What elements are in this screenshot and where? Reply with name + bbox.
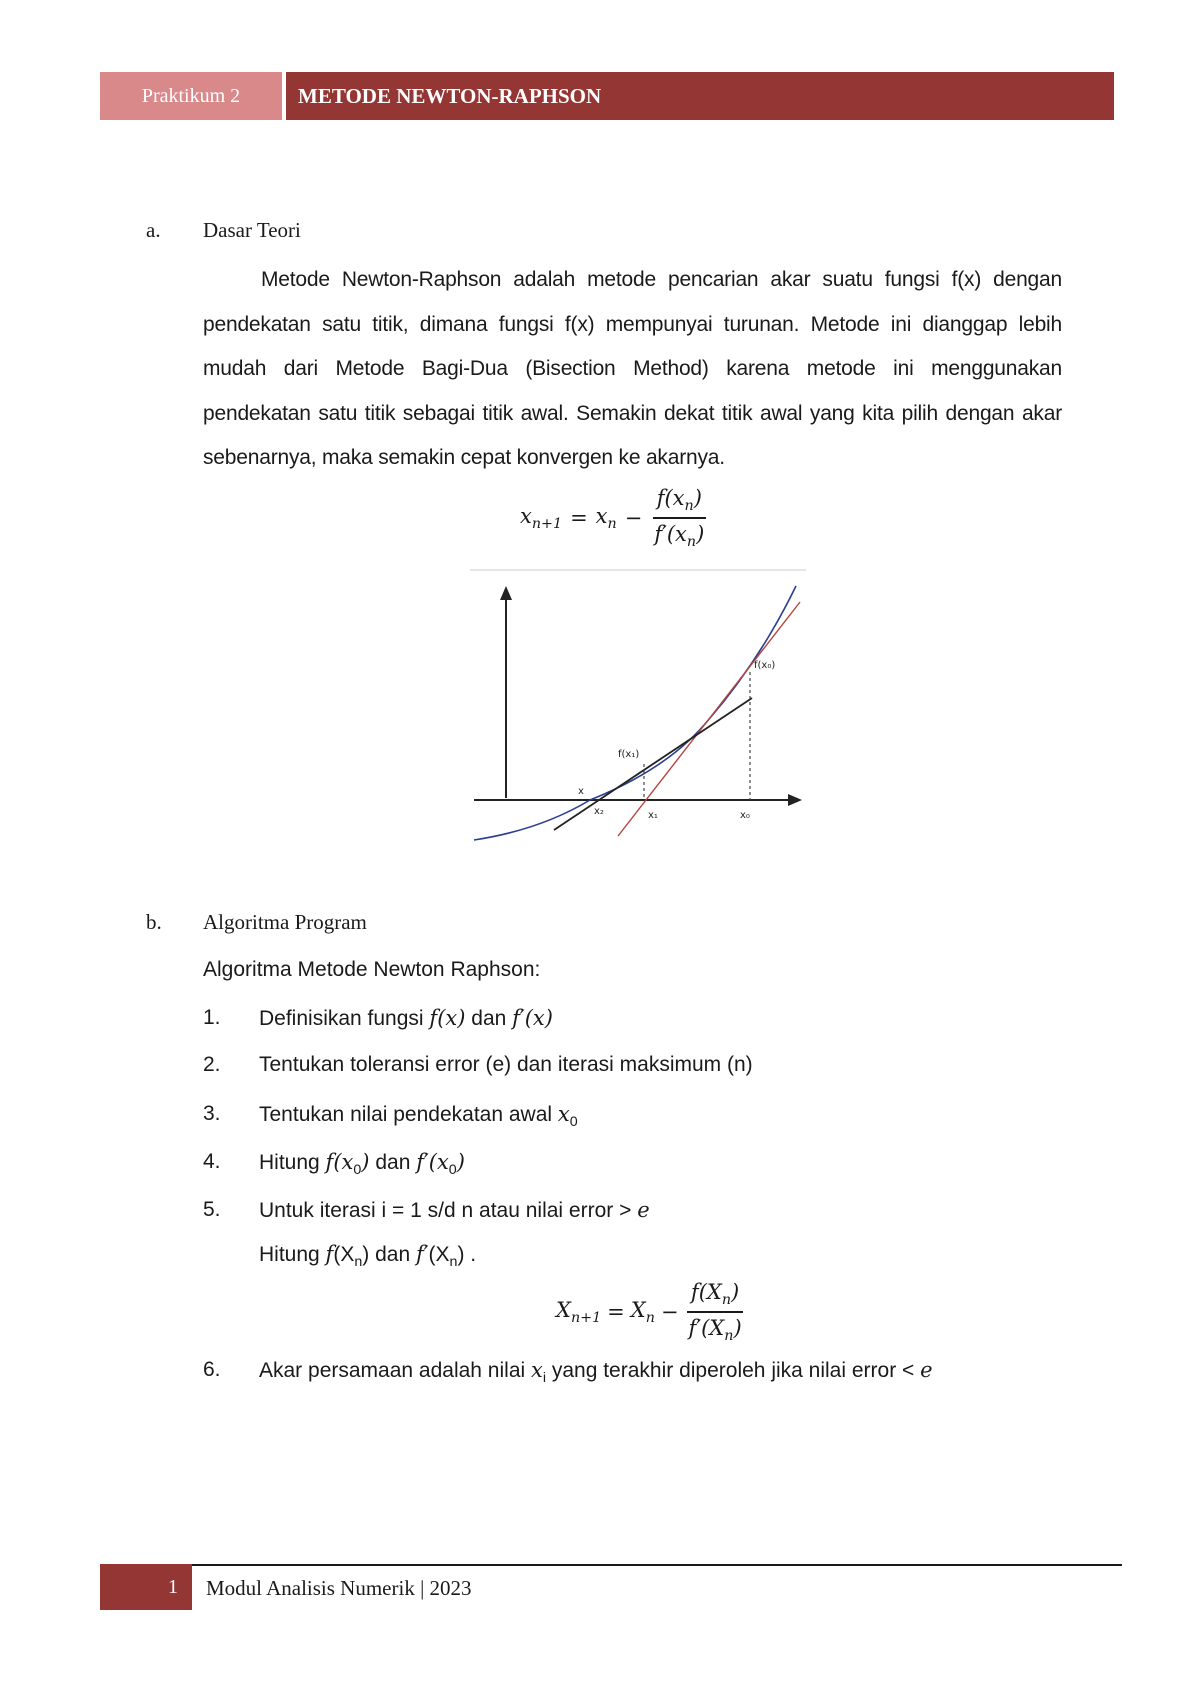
label-x1: x₁ [648, 810, 658, 821]
footer-rule [192, 1564, 1122, 1566]
step-text: Hitung $f(x_0)$ dan $f'(x_0)$ [259, 1150, 465, 1179]
step-number: 1. [203, 1006, 221, 1029]
section-a-title: Dasar Teori [203, 218, 301, 242]
step-2 [203, 1053, 1063, 1083]
footer-page-number: 1 [100, 1564, 192, 1610]
formula-fraction [650, 486, 708, 550]
formula2-xn: $X_n$ [630, 1298, 655, 1327]
label-x: x [578, 786, 584, 797]
section-a-letter: a. [146, 218, 161, 242]
formula2-minus: − [660, 1300, 679, 1325]
step-6 [203, 1358, 1063, 1388]
formula-equals: = [570, 506, 588, 531]
header-title: METODE NEWTON-RAPHSON [286, 72, 1114, 120]
header-chapter-label: Praktikum 2 [100, 72, 282, 120]
label-f-x0: f(x₀) [754, 660, 776, 671]
formula2-fraction [685, 1280, 746, 1344]
label-x0: x₀ [740, 810, 750, 821]
theory-paragraph: Metode Newton-Raphson adalah metode pencarian akar suatu fungsi f(x) dengan pendekatan satu titik, dimana fungsi f(x) mempunyai turunan. Metode ini dianggap lebih mudah dari Metode Bagi-Dua (Bisection Method) karena metode ini menggunakan pendekatan satu titik sebagai titik awal. Semakin dekat titik awal yang kita pilih dengan akar sebenarnya, maka semakin cepat konvergen ke akarnya. [203, 268, 1062, 469]
newton-raphson-formula [520, 486, 708, 550]
x-axis-arrow [788, 794, 802, 806]
step-3 [203, 1102, 1063, 1132]
section-a-heading [0, 218, 1200, 248]
formula2-equals: = [607, 1300, 625, 1325]
formula-xn: $x_n$ [595, 504, 617, 533]
step-text: Definisikan fungsi f(x) dan f′(x) [259, 1006, 553, 1030]
formula2-numerator: $f(X_n)$ [687, 1280, 743, 1313]
formula2-denominator: $f'(X_n)$ [688, 1316, 742, 1345]
step-text: Untuk iterasi i = 1 s/d n atau nilai error > e [259, 1198, 650, 1222]
formula-minus: − [624, 506, 643, 531]
step-number: 2. [203, 1053, 221, 1076]
step-number: 6. [203, 1358, 221, 1381]
formula-numerator: $f(x_n)$ [653, 486, 706, 519]
iteration-formula [556, 1280, 746, 1344]
step-number: 4. [203, 1150, 221, 1173]
step-5 [203, 1198, 1063, 1228]
footer-text: Modul Analisis Numerik | 2023 [206, 1576, 472, 1600]
step-text: Tentukan toleransi error (e) dan iterasi maksimum (n) [259, 1053, 753, 1076]
section-b-letter: b. [146, 910, 162, 934]
section-b-heading [0, 910, 1200, 940]
step-1 [203, 1006, 1063, 1036]
formula2-lhs: $X_{n+1}$ [556, 1298, 602, 1327]
step-number: 5. [203, 1198, 221, 1221]
label-x2: x₂ [594, 806, 604, 817]
algorithm-intro: Algoritma Metode Newton Raphson: [203, 958, 541, 981]
step-text: Tentukan nilai pendekatan awal $x_0$ [259, 1102, 578, 1131]
step-4 [203, 1150, 1063, 1180]
step-text: Akar persamaan adalah nilai $x_i$ yang terakhir diperoleh jika nilai error < e [259, 1358, 933, 1387]
formula-denominator: $f'(x_n)$ [654, 522, 705, 551]
label-f-x1: f(x₁) [618, 749, 640, 760]
step-5-subline: Hitung $f(X_n)$ dan $f'(X_n)$ . [259, 1242, 477, 1271]
step-number: 3. [203, 1102, 221, 1125]
newton-raphson-graph [470, 568, 806, 846]
function-curve [474, 586, 796, 840]
y-axis-arrow [500, 586, 512, 600]
formula-lhs: $x_{n+1}$ [520, 504, 563, 533]
section-b-title: Algoritma Program [203, 910, 367, 934]
